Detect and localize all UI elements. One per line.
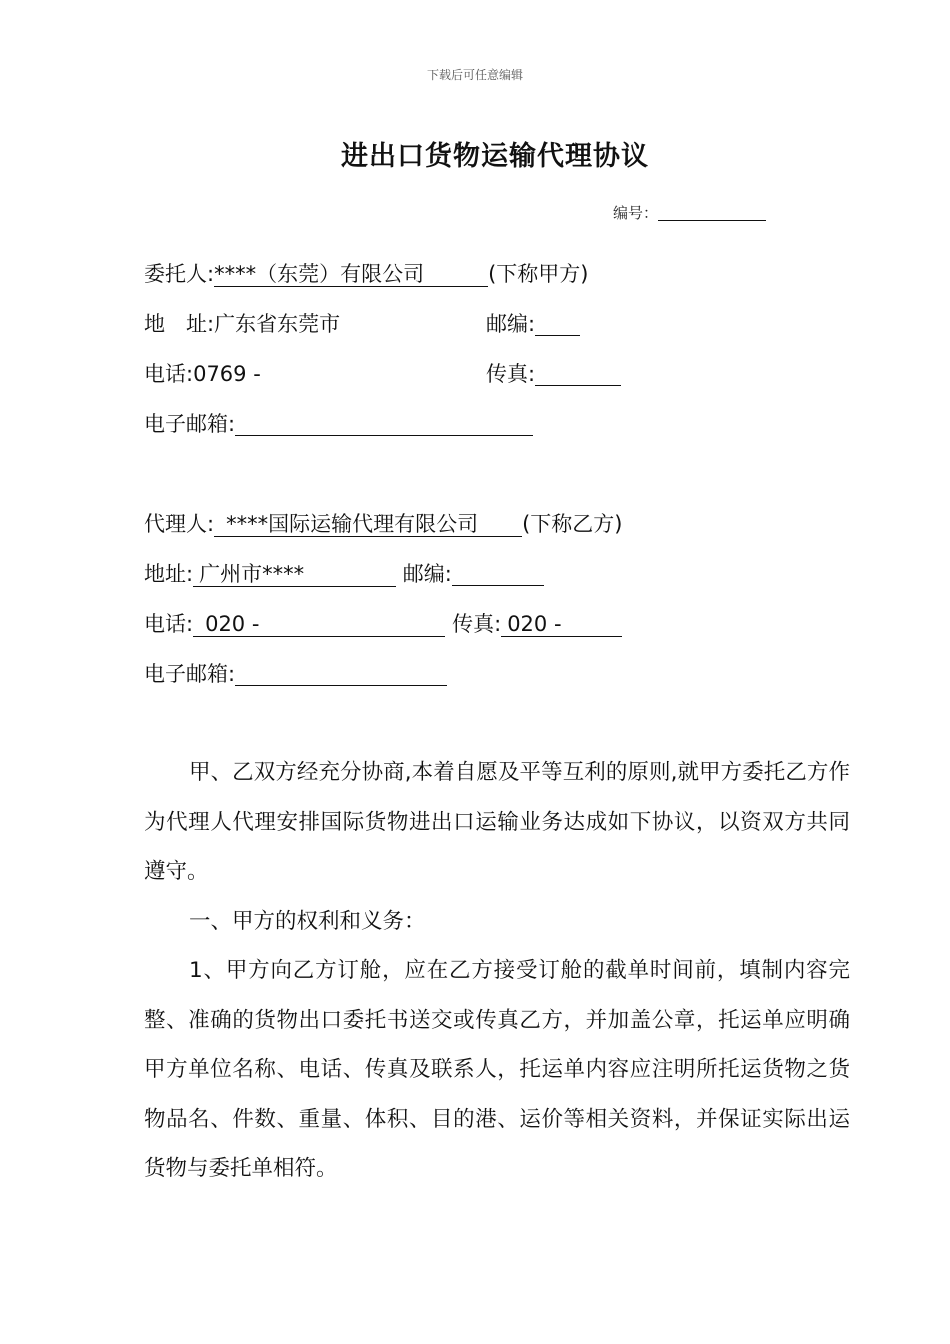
agent-email-blank bbox=[235, 659, 447, 686]
agreement-body bbox=[144, 748, 850, 1194]
number-label: 编号： bbox=[613, 204, 659, 222]
agent-line bbox=[144, 509, 622, 539]
agent-email-line bbox=[144, 659, 447, 689]
agent-phone-line bbox=[144, 609, 622, 639]
agent-label: 代理人: bbox=[144, 512, 215, 536]
client-fax-line bbox=[486, 359, 621, 389]
client-phone: 0769 - bbox=[193, 362, 261, 386]
agent-phone: 020 - bbox=[193, 612, 445, 637]
agent-postcode-label: 邮编: bbox=[402, 562, 452, 586]
clause-1-paragraph: 1、甲方向乙方订舱，应在乙方接受订舱的截单时间前，填制内容完整、准确的货物出口委托书送交或传真乙方，并加盖公章，托运单应明确甲方单位名称、电话、传真及联系人，托运单内容应注明所托运货物之货物品名、件数、重量、体积、目的港、运价等相关资料，并保证实际出运货物与委托单相符。 bbox=[144, 958, 850, 1181]
client-address-label: 地 址: bbox=[144, 312, 215, 336]
client-fax-blank bbox=[535, 359, 621, 386]
client-suffix: (下称甲方) bbox=[488, 262, 589, 286]
document-number bbox=[613, 202, 766, 223]
client-name: ****（东莞）有限公司 bbox=[214, 262, 488, 287]
client-address: 广东省东莞市 bbox=[214, 312, 341, 336]
intro-paragraph: 甲、乙双方经充分协商,本着自愿及平等互利的原则,就甲方委托乙方作为代理人代理安排国际货物进出口运输业务达成如下协议，以资双方共同遵守。 bbox=[144, 760, 850, 884]
client-email-blank bbox=[235, 409, 533, 436]
agent-name: ****国际运输代理有限公司 bbox=[214, 512, 522, 537]
client-fax-label: 传真: bbox=[486, 362, 536, 386]
client-postcode-label: 邮编: bbox=[486, 312, 536, 336]
client-phone-line bbox=[144, 359, 261, 389]
agent-address-label: 地址: bbox=[144, 562, 194, 586]
client-postcode-blank bbox=[535, 309, 580, 336]
client-email-line bbox=[144, 409, 533, 439]
client-postcode-line bbox=[486, 309, 580, 339]
agent-suffix: (下称乙方) bbox=[522, 512, 623, 536]
document-title: 进出口货物运输代理协议 bbox=[341, 141, 649, 172]
client-line bbox=[144, 259, 588, 289]
agent-phone-label: 电话: bbox=[144, 612, 194, 636]
client-label: 委托人: bbox=[144, 262, 215, 286]
client-phone-label: 电话: bbox=[144, 362, 194, 386]
number-blank bbox=[658, 202, 766, 221]
agent-address: 广州市**** bbox=[193, 562, 396, 587]
agent-email-label: 电子邮箱: bbox=[144, 662, 236, 686]
section-1-heading: 一、甲方的权利和义务： bbox=[189, 908, 426, 934]
client-email-label: 电子邮箱: bbox=[144, 412, 236, 436]
agent-fax: 020 - bbox=[501, 612, 621, 637]
agent-address-line bbox=[144, 559, 544, 589]
agent-postcode-blank bbox=[452, 559, 544, 586]
header-note: 下载后可任意编辑 bbox=[426, 68, 523, 82]
client-address-line bbox=[144, 309, 340, 339]
agent-fax-label: 传真: bbox=[452, 612, 502, 636]
